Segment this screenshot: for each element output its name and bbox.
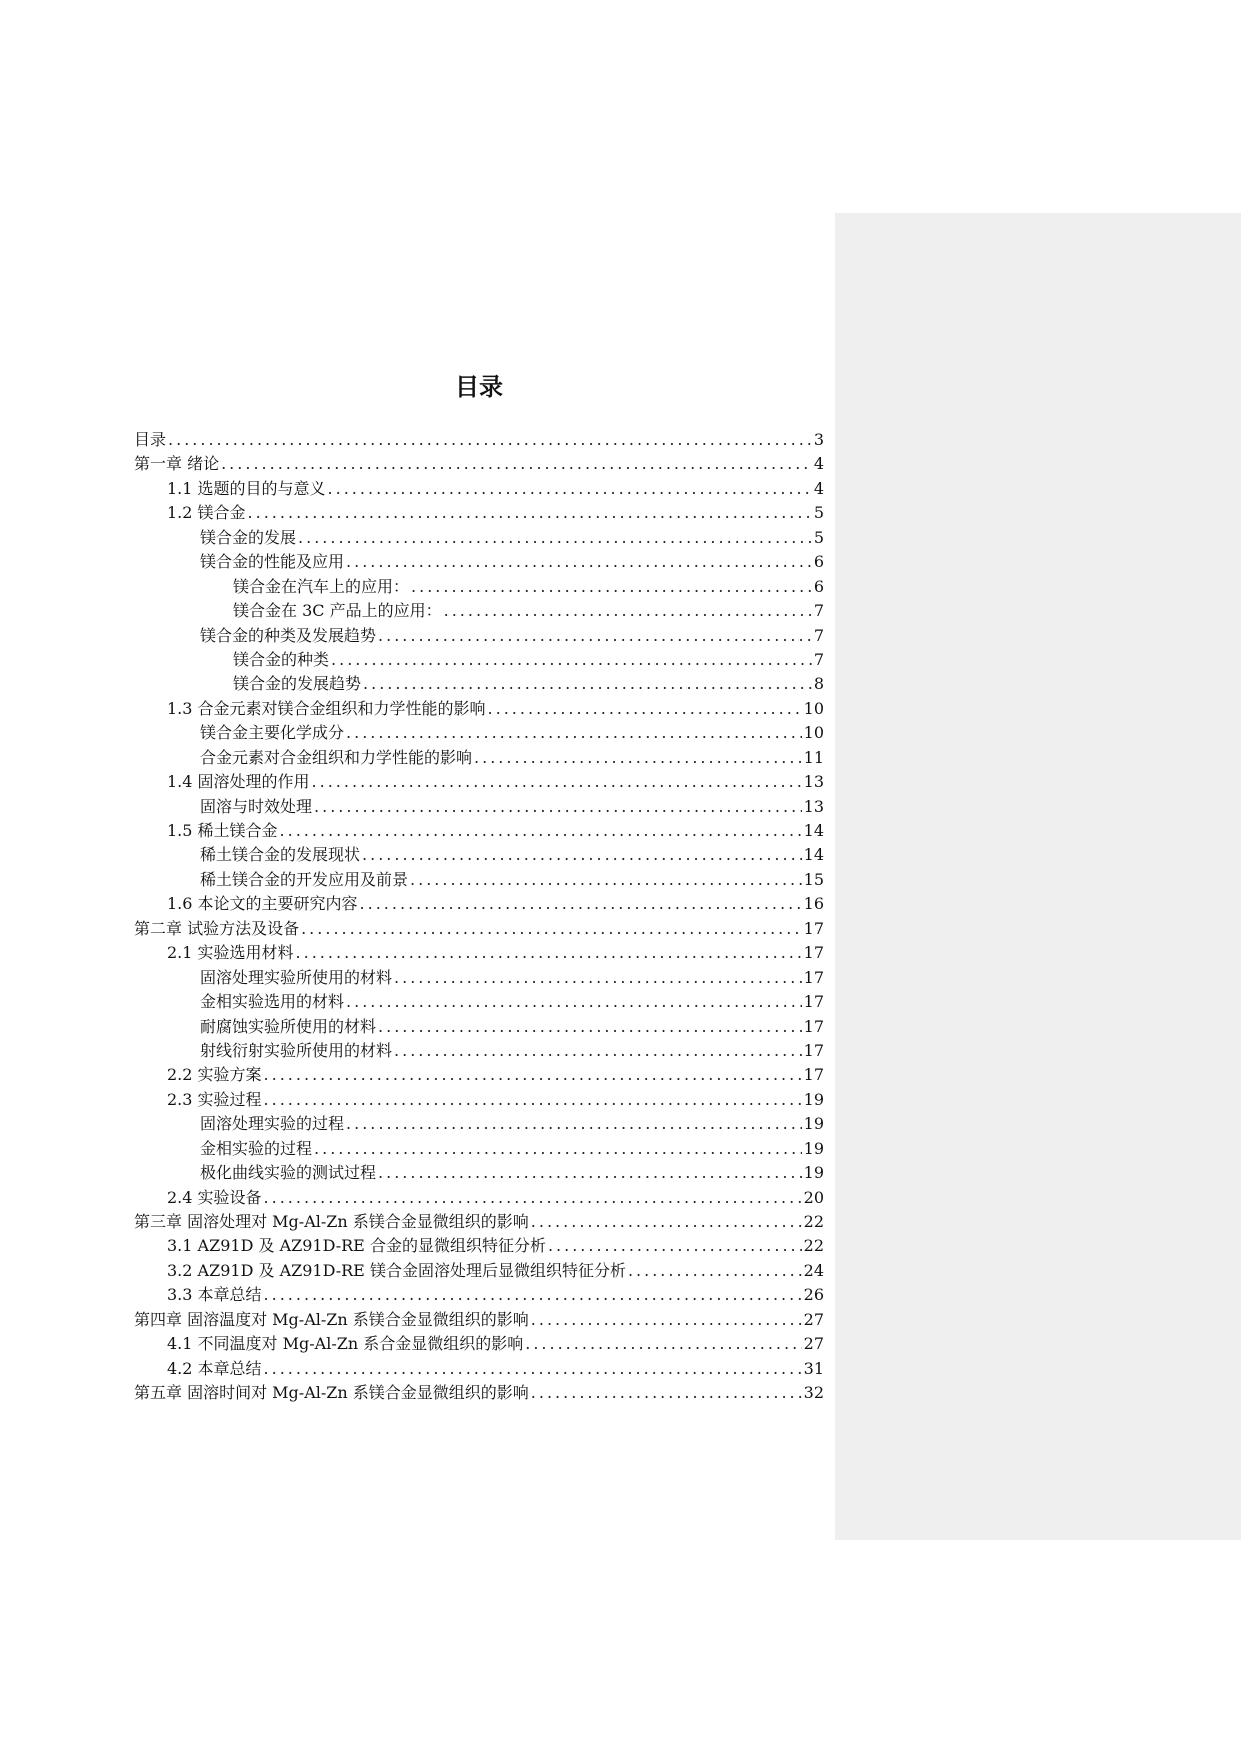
toc-dot-leader [410,868,802,892]
toc-page-number: 32 [803,1383,824,1403]
toc-page-number: 8 [813,674,824,694]
toc-entry-label: 稀土镁合金的发展现状 [200,845,361,865]
toc-entry[interactable] [134,770,824,794]
toc-page-number: 27 [803,1309,824,1329]
toc-entry-label: 第三章 固溶处理对 Mg-Al-Zn 系镁合金显微组织的影响 [134,1212,529,1231]
toc-page-number: 31 [803,1358,824,1378]
toc-entry[interactable] [134,843,824,867]
toc-dot-leader [378,1161,802,1185]
toc-dot-leader [488,697,802,721]
toc-entry[interactable] [134,550,824,574]
toc-entry-label: 镁合金的种类 [233,649,330,669]
toc-entry[interactable] [134,452,824,476]
toc-entry-label: 1.1 选题的目的与意义 [167,478,326,498]
toc-entry[interactable] [134,501,824,525]
toc-entry-label: 第二章 试验方法及设备 [134,918,300,938]
toc-entry[interactable] [134,1210,824,1234]
toc-entry-label: 金相实验选用的材料 [200,992,345,1012]
toc-entry[interactable] [134,648,824,672]
toc-page-number: 17 [803,1016,824,1036]
toc-page-number: 6 [813,552,824,572]
toc-entry-label: 第四章 固溶温度对 Mg-Al-Zn 系镁合金显微组织的影响 [134,1309,529,1329]
toc-dot-leader [411,575,812,599]
toc-entry-label: 目录 [134,430,167,449]
toc-page-number: 19 [803,1138,824,1158]
toc-entry[interactable] [134,746,824,770]
toc-entry[interactable] [134,428,824,452]
toc-entry[interactable] [134,1137,824,1161]
toc-title: 目录 [455,373,503,401]
toc-dot-leader [248,501,812,525]
toc-entry-label: 固溶处理实验所使用的材料 [200,967,393,987]
toc-page-number: 13 [803,796,824,816]
toc-entry-label: 1.4 固溶处理的作用 [167,772,310,792]
toc-entry-label: 稀土镁合金的开发应用及前景 [200,869,409,889]
toc-entry-label: 3.2 AZ91D 及 AZ91D-RE 镁合金固溶处理后显微组织特征分析 [167,1260,626,1280]
toc-dot-leader [531,1210,802,1234]
toc-page-number: 4 [813,454,824,474]
toc-page-number: 22 [803,1236,824,1256]
toc-dot-leader [346,550,812,574]
toc-page-number: 10 [803,723,824,743]
toc-entry-label: 3.3 本章总结 [167,1285,262,1305]
toc-dot-leader [378,1015,802,1039]
toc-entry[interactable] [134,1112,824,1136]
toc-page-number: 5 [813,527,824,547]
toc-dot-leader [474,746,802,770]
toc-entry-label: 镁合金主要化学成分 [200,723,345,743]
toc-page-number: 15 [803,869,824,889]
toc-entry[interactable] [134,1088,824,1112]
toc-dot-leader [264,1283,802,1307]
toc-entry[interactable] [134,1357,824,1381]
toc-page-number: 19 [803,1089,824,1109]
toc-dot-leader [525,1332,801,1356]
toc-page-number: 10 [803,698,824,718]
toc-entry-label: 金相实验的过程 [200,1138,313,1158]
toc-entry-label: 合金元素对合金组织和力学性能的影响 [200,747,473,767]
toc-dot-leader [280,819,802,843]
toc-page-number: 27 [803,1334,824,1354]
toc-entry-label: 镁合金在汽车上的应用： [233,576,410,596]
toc-page-number: 14 [803,821,824,840]
toc-entry[interactable] [134,1063,824,1087]
toc-dot-leader [394,1039,802,1063]
toc-dot-leader [346,990,802,1014]
toc-entry-label: 2.4 实验设备 [167,1187,262,1207]
toc-entry-label: 镁合金的发展趋势 [233,674,362,694]
toc-page-number: 7 [813,625,824,645]
toc-entry-label: 射线衍射实验所使用的材料 [200,1040,393,1060]
toc-entry-label: 2.1 实验选用材料 [167,943,294,963]
toc-page-number: 17 [803,967,824,987]
toc-dot-leader [362,843,802,867]
toc-entry-label: 镁合金的种类及发展趋势 [200,625,377,645]
toc-entry-label: 2.2 实验方案 [167,1065,262,1085]
toc-page-number: 7 [813,601,824,621]
toc-entry[interactable] [134,1015,824,1039]
toc-dot-leader [331,648,812,672]
toc-entry-label: 3.1 AZ91D 及 AZ91D-RE 合金的显微组织特征分析 [167,1236,546,1256]
toc-entry-label: 1.6 本论文的主要研究内容 [167,894,358,914]
toc-entry-label: 镁合金的发展 [200,527,297,547]
toc-dot-leader [264,1186,802,1210]
toc-dot-leader [314,795,802,819]
toc-page-number: 3 [813,430,824,449]
toc-dot-leader [548,1234,802,1258]
toc-page-number: 22 [803,1212,824,1231]
toc-dot-leader [221,452,812,476]
toc-entry-label: 镁合金的性能及应用 [200,552,345,572]
toc-page-number: 20 [803,1187,824,1207]
toc-dot-leader [298,526,812,550]
comment-margin-pane [835,213,1241,1540]
toc-entry[interactable] [134,892,824,916]
toc-entry[interactable] [134,599,824,623]
toc-entry[interactable] [134,1234,824,1258]
toc-page-number: 17 [803,918,824,938]
toc-page-number: 17 [803,943,824,963]
toc-dot-leader [346,1112,802,1136]
toc-entry[interactable] [134,868,824,892]
toc-entry-label: 2.3 实验过程 [167,1089,262,1109]
toc-page-number: 16 [803,894,824,914]
toc-entry[interactable] [134,721,824,745]
toc-entry[interactable] [134,795,824,819]
toc-entry[interactable] [134,1332,824,1356]
toc-dot-leader [531,1381,802,1405]
toc-entry-label: 第五章 固溶时间对 Mg-Al-Zn 系镁合金显微组织的影响 [134,1383,529,1403]
toc-entry-label: 4.2 本章总结 [167,1358,262,1378]
toc-dot-leader [264,1088,802,1112]
toc-dot-leader [314,1137,802,1161]
toc-page-number: 5 [813,503,824,523]
toc-page-number: 19 [803,1114,824,1134]
toc-page-number: 26 [803,1285,824,1305]
toc-page-number: 14 [803,845,824,865]
toc-entry-label: 4.1 不同温度对 Mg-Al-Zn 系合金显微组织的影响 [167,1334,524,1354]
toc-page-number: 13 [803,772,824,792]
toc-entry-label: 耐腐蚀实验所使用的材料 [200,1016,377,1036]
toc-entry-label: 镁合金在 3C 产品上的应用： [233,601,442,621]
toc-entry[interactable] [134,1283,824,1307]
toc-entry[interactable] [134,672,824,696]
toc-page-number: 4 [813,478,824,498]
toc-entry-label: 固溶与时效处理 [200,796,313,816]
toc-page-number: 17 [803,1065,824,1085]
toc-page-number: 24 [803,1260,824,1280]
toc-page-number: 6 [813,576,824,596]
toc-dot-leader [328,477,812,501]
toc-entry[interactable] [134,526,824,550]
toc-dot-leader [363,672,812,696]
toc-dot-leader [346,721,802,745]
toc-page-number: 7 [813,649,824,669]
toc-dot-leader [531,1308,802,1332]
toc-entry[interactable] [134,1039,824,1063]
toc-dot-leader [360,892,802,916]
toc-entry-label: 1.3 合金元素对镁合金组织和力学性能的影响 [167,698,486,718]
table-of-contents [134,428,824,1406]
toc-dot-leader [444,599,812,623]
toc-entry[interactable] [134,1381,824,1405]
toc-dot-leader [264,1063,802,1087]
toc-dot-leader [301,917,802,941]
toc-entry[interactable] [134,990,824,1014]
toc-entry[interactable] [134,624,824,648]
toc-entry-label: 1.5 稀土镁合金 [167,821,278,840]
toc-page-number: 19 [803,1163,824,1183]
toc-entry[interactable] [134,1161,824,1185]
toc-entry-label: 固溶处理实验的过程 [200,1114,345,1134]
toc-dot-leader [394,966,802,990]
toc-entry[interactable] [134,917,824,941]
toc-entry[interactable] [134,1186,824,1210]
toc-dot-leader [378,624,812,648]
toc-entry-label: 1.2 镁合金 [167,503,246,523]
toc-page-number: 11 [803,747,824,767]
toc-dot-leader [312,770,802,794]
toc-dot-leader [168,428,812,452]
toc-entry[interactable] [134,477,824,501]
toc-entry[interactable] [134,1259,824,1283]
toc-page-number: 17 [803,992,824,1012]
toc-entry[interactable] [134,966,824,990]
toc-dot-leader [628,1259,802,1283]
toc-entry[interactable] [134,1308,824,1332]
toc-entry-label: 极化曲线实验的测试过程 [200,1163,377,1183]
toc-entry[interactable] [134,941,824,965]
toc-entry[interactable] [134,575,824,599]
toc-entry-label: 第一章 绪论 [134,454,220,474]
toc-entry[interactable] [134,697,824,721]
toc-entry[interactable] [134,819,824,843]
toc-page-number: 17 [803,1040,824,1060]
toc-dot-leader [264,1357,802,1381]
toc-dot-leader [296,941,802,965]
